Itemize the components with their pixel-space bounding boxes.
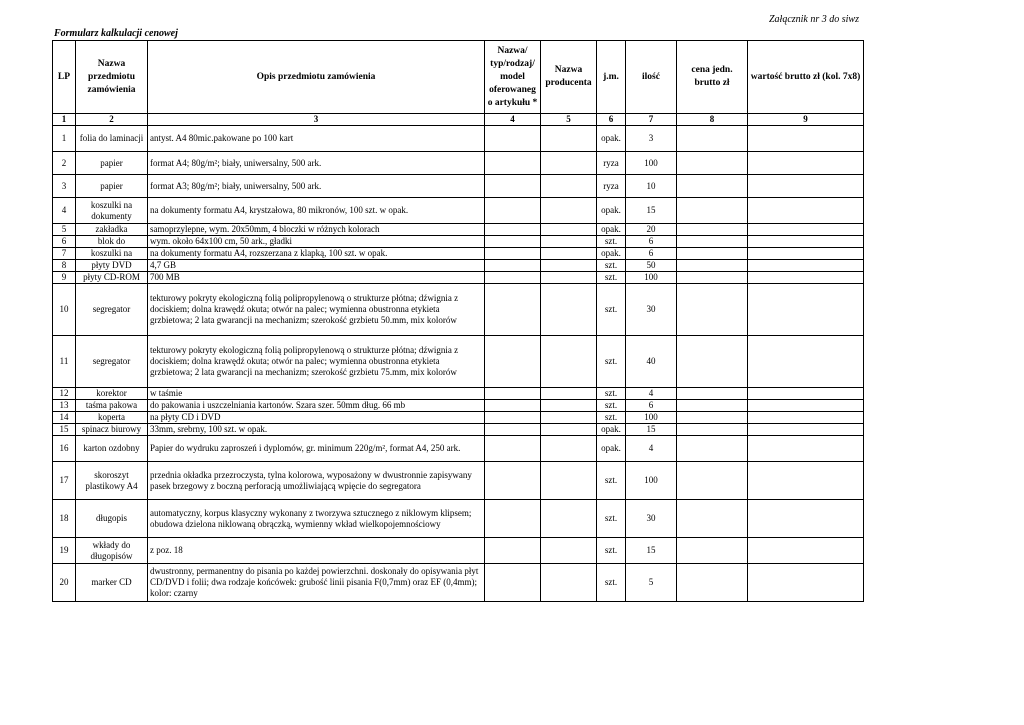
- cell-total-value: [748, 500, 864, 538]
- cell-unit-price: [677, 462, 748, 500]
- cell-description: antyst. A4 80mic.pakowane po 100 kart: [148, 126, 485, 152]
- cell-producer: [541, 424, 597, 436]
- cell-lp: 1: [53, 126, 76, 152]
- cell-model: [485, 198, 541, 224]
- cell-item-name: płyty CD-ROM: [76, 272, 148, 284]
- cell-unit: szt.: [597, 500, 626, 538]
- column-number: 9: [748, 114, 864, 126]
- table-row: [53, 538, 864, 564]
- table-row: [53, 152, 864, 175]
- cell-model: [485, 175, 541, 198]
- table-row: [53, 126, 864, 152]
- cell-producer: [541, 224, 597, 236]
- table-row: [53, 412, 864, 424]
- cell-total-value: [748, 462, 864, 500]
- table-row: [53, 400, 864, 412]
- cell-producer: [541, 284, 597, 336]
- cell-producer: [541, 152, 597, 175]
- cell-item-name: segregator: [76, 284, 148, 336]
- cell-total-value: [748, 400, 864, 412]
- cell-item-name: korektor: [76, 388, 148, 400]
- cell-producer: [541, 126, 597, 152]
- cell-total-value: [748, 198, 864, 224]
- cell-total-value: [748, 424, 864, 436]
- cell-model: [485, 152, 541, 175]
- cell-quantity: 15: [626, 424, 677, 436]
- column-number-row: [53, 114, 864, 126]
- cell-description: z poz. 18: [148, 538, 485, 564]
- cell-total-value: [748, 336, 864, 388]
- cell-model: [485, 412, 541, 424]
- column-header: wartość brutto zł (kol. 7x8): [748, 41, 864, 114]
- column-number: 4: [485, 114, 541, 126]
- cell-unit-price: [677, 248, 748, 260]
- cell-description: samoprzylepne, wym. 20x50mm, 4 bloczki w różnych kolorach: [148, 224, 485, 236]
- cell-item-name: skoroszyt plastikowy A4: [76, 462, 148, 500]
- cell-lp: 4: [53, 198, 76, 224]
- cell-unit: szt.: [597, 336, 626, 388]
- cell-unit-price: [677, 424, 748, 436]
- cell-unit: szt.: [597, 260, 626, 272]
- cell-lp: 6: [53, 236, 76, 248]
- cell-item-name: taśma pakowa: [76, 400, 148, 412]
- cell-quantity: 4: [626, 388, 677, 400]
- cell-unit: szt.: [597, 400, 626, 412]
- cell-unit: ryza: [597, 152, 626, 175]
- column-number: 1: [53, 114, 76, 126]
- cell-total-value: [748, 175, 864, 198]
- cell-quantity: 5: [626, 564, 677, 602]
- cell-description: w taśmie: [148, 388, 485, 400]
- column-header: Nazwa/ typ/rodzaj/ model oferowaneg o artykułu *: [485, 41, 541, 114]
- cell-item-name: koszulki na dokumenty: [76, 198, 148, 224]
- cell-quantity: 100: [626, 152, 677, 175]
- cell-unit-price: [677, 564, 748, 602]
- cell-model: [485, 224, 541, 236]
- price-calculation-table: [52, 40, 864, 602]
- cell-quantity: 6: [626, 248, 677, 260]
- cell-description: automatyczny, korpus klasyczny wykonany z tworzywa sztucznego z niklowym klipsem; obudowa dzielona niklowaną obrączką, wymienny wkład wielkopojemnościowy: [148, 500, 485, 538]
- cell-model: [485, 462, 541, 500]
- cell-quantity: 50: [626, 260, 677, 272]
- cell-item-name: wkłady do długopisów: [76, 538, 148, 564]
- table-row: [53, 500, 864, 538]
- cell-total-value: [748, 564, 864, 602]
- cell-producer: [541, 236, 597, 248]
- cell-unit-price: [677, 284, 748, 336]
- cell-lp: 14: [53, 412, 76, 424]
- column-number: 6: [597, 114, 626, 126]
- cell-unit-price: [677, 236, 748, 248]
- cell-quantity: 30: [626, 284, 677, 336]
- cell-lp: 9: [53, 272, 76, 284]
- cell-unit: szt.: [597, 284, 626, 336]
- cell-description: dwustronny, permanentny do pisania po każdej powierzchni. doskonały do opisywania płyt CD/DVD i folii; dwa rodzaje końcówek: grubość linii pisania F(0,7mm) oraz EF (0,4mm); kolor: czarny: [148, 564, 485, 602]
- column-number: 7: [626, 114, 677, 126]
- column-header: Nazwa przedmiotu zamówienia: [76, 41, 148, 114]
- cell-lp: 17: [53, 462, 76, 500]
- cell-description: wym. około 64x100 cm, 50 ark., gładki: [148, 236, 485, 248]
- cell-description: tekturowy pokryty ekologiczną folią polipropylenową o strukturze płótna; dźwignia z dociskiem; dolna krawędź okuta; otwór na palec; wymienna obustronna etykieta grzbietowa; 2 lata gwarancji na mechanizm; szerokość grzbietu 50.mm, mix kolorów: [148, 284, 485, 336]
- cell-description: na płyty CD i DVD: [148, 412, 485, 424]
- cell-model: [485, 126, 541, 152]
- cell-lp: 3: [53, 175, 76, 198]
- table-row: [53, 198, 864, 224]
- cell-lp: 20: [53, 564, 76, 602]
- cell-item-name: zakładka: [76, 224, 148, 236]
- cell-unit-price: [677, 400, 748, 412]
- cell-quantity: 15: [626, 198, 677, 224]
- cell-unit-price: [677, 388, 748, 400]
- cell-item-name: blok do: [76, 236, 148, 248]
- cell-quantity: 4: [626, 436, 677, 462]
- cell-unit: opak.: [597, 126, 626, 152]
- cell-quantity: 100: [626, 272, 677, 284]
- cell-description: 700 MB: [148, 272, 485, 284]
- cell-description: Papier do wydruku zaproszeń i dyplomów, gr. minimum 220g/m², format A4, 250 ark.: [148, 436, 485, 462]
- cell-description: 33mm, srebrny, 100 szt. w opak.: [148, 424, 485, 436]
- cell-quantity: 30: [626, 500, 677, 538]
- table-row: [53, 236, 864, 248]
- cell-lp: 11: [53, 336, 76, 388]
- cell-total-value: [748, 260, 864, 272]
- cell-total-value: [748, 152, 864, 175]
- table-row: [53, 248, 864, 260]
- cell-item-name: segregator: [76, 336, 148, 388]
- table-row: [53, 336, 864, 388]
- cell-item-name: folia do laminacji: [76, 126, 148, 152]
- cell-lp: 18: [53, 500, 76, 538]
- cell-unit-price: [677, 436, 748, 462]
- cell-producer: [541, 564, 597, 602]
- cell-item-name: płyty DVD: [76, 260, 148, 272]
- cell-total-value: [748, 126, 864, 152]
- cell-producer: [541, 462, 597, 500]
- cell-unit-price: [677, 260, 748, 272]
- cell-item-name: długopis: [76, 500, 148, 538]
- cell-unit: szt.: [597, 564, 626, 602]
- cell-item-name: spinacz biurowy: [76, 424, 148, 436]
- cell-producer: [541, 248, 597, 260]
- column-header: Opis przedmiotu zamówienia: [148, 41, 485, 114]
- cell-total-value: [748, 248, 864, 260]
- cell-model: [485, 388, 541, 400]
- cell-unit-price: [677, 224, 748, 236]
- cell-unit-price: [677, 336, 748, 388]
- cell-producer: [541, 388, 597, 400]
- cell-description: 4,7 GB: [148, 260, 485, 272]
- cell-total-value: [748, 412, 864, 424]
- cell-model: [485, 284, 541, 336]
- column-header: cena jedn. brutto zł: [677, 41, 748, 114]
- column-number: 5: [541, 114, 597, 126]
- cell-producer: [541, 198, 597, 224]
- cell-description: na dokumenty formatu A4, rozszerzana z klapką, 100 szt. w opak.: [148, 248, 485, 260]
- cell-producer: [541, 412, 597, 424]
- cell-quantity: 15: [626, 538, 677, 564]
- column-header: LP: [53, 41, 76, 114]
- cell-unit: szt.: [597, 388, 626, 400]
- column-header: ilość: [626, 41, 677, 114]
- cell-item-name: karton ozdobny: [76, 436, 148, 462]
- table-row: [53, 175, 864, 198]
- cell-unit-price: [677, 175, 748, 198]
- cell-quantity: 100: [626, 462, 677, 500]
- cell-description: format A4; 80g/m²; biały, uniwersalny, 500 ark.: [148, 152, 485, 175]
- cell-model: [485, 500, 541, 538]
- table-row: [53, 388, 864, 400]
- cell-producer: [541, 500, 597, 538]
- table-row: [53, 272, 864, 284]
- table-row: [53, 424, 864, 436]
- cell-unit: szt.: [597, 538, 626, 564]
- cell-item-name: koperta: [76, 412, 148, 424]
- cell-item-name: koszulki na: [76, 248, 148, 260]
- cell-lp: 12: [53, 388, 76, 400]
- cell-quantity: 6: [626, 236, 677, 248]
- column-number: 8: [677, 114, 748, 126]
- cell-unit: opak.: [597, 224, 626, 236]
- cell-unit-price: [677, 152, 748, 175]
- cell-model: [485, 248, 541, 260]
- cell-lp: 2: [53, 152, 76, 175]
- cell-model: [485, 436, 541, 462]
- cell-unit-price: [677, 500, 748, 538]
- cell-model: [485, 336, 541, 388]
- cell-quantity: 40: [626, 336, 677, 388]
- cell-description: na dokumenty formatu A4, krystzałowa, 80 mikronów, 100 szt. w opak.: [148, 198, 485, 224]
- cell-description: tekturowy pokryty ekologiczną folią polipropylenową o strukturze płótna; dźwignia z dociskiem; dolna krawędź okuta; otwór na palec; wymienna obustronna etykieta grzbietowa; 2 lata gwarancji na mechanizm; szerokość grzbietu 75.mm, mix kolorów: [148, 336, 485, 388]
- cell-unit: opak.: [597, 198, 626, 224]
- cell-total-value: [748, 388, 864, 400]
- cell-producer: [541, 272, 597, 284]
- cell-unit: opak.: [597, 436, 626, 462]
- cell-total-value: [748, 284, 864, 336]
- cell-unit: szt.: [597, 412, 626, 424]
- cell-quantity: 6: [626, 400, 677, 412]
- cell-unit-price: [677, 126, 748, 152]
- cell-total-value: [748, 538, 864, 564]
- cell-total-value: [748, 224, 864, 236]
- table-header-row: [53, 41, 864, 114]
- cell-total-value: [748, 436, 864, 462]
- cell-lp: 5: [53, 224, 76, 236]
- cell-unit: ryza: [597, 175, 626, 198]
- cell-model: [485, 272, 541, 284]
- table-row: [53, 260, 864, 272]
- cell-item-name: papier: [76, 152, 148, 175]
- cell-unit-price: [677, 538, 748, 564]
- cell-unit-price: [677, 412, 748, 424]
- table-row: [53, 462, 864, 500]
- table-row: [53, 564, 864, 602]
- cell-total-value: [748, 236, 864, 248]
- column-header: Nazwa producenta: [541, 41, 597, 114]
- column-number: 2: [76, 114, 148, 126]
- cell-total-value: [748, 272, 864, 284]
- cell-unit: szt.: [597, 272, 626, 284]
- cell-description: do pakowania i uszczelniania kartonów. Szara szer. 50mm dług. 66 mb: [148, 400, 485, 412]
- cell-description: format A3; 80g/m²; biały, uniwersalny, 500 ark.: [148, 175, 485, 198]
- form-title: Formularz kalkulacji cenowej: [54, 28, 178, 39]
- cell-lp: 16: [53, 436, 76, 462]
- table-row: [53, 436, 864, 462]
- cell-lp: 15: [53, 424, 76, 436]
- cell-producer: [541, 175, 597, 198]
- cell-unit: opak.: [597, 248, 626, 260]
- cell-model: [485, 400, 541, 412]
- cell-lp: 7: [53, 248, 76, 260]
- cell-producer: [541, 400, 597, 412]
- cell-description: przednia okładka przezroczysta, tylna kolorowa, wyposażony w dwustronnie zapisywany pasek brzegowy z boczną perforacją umożliwiającą wpięcie do segregatora: [148, 462, 485, 500]
- cell-producer: [541, 260, 597, 272]
- column-number: 3: [148, 114, 485, 126]
- cell-quantity: 10: [626, 175, 677, 198]
- cell-unit-price: [677, 272, 748, 284]
- cell-model: [485, 564, 541, 602]
- cell-item-name: marker CD: [76, 564, 148, 602]
- cell-lp: 13: [53, 400, 76, 412]
- cell-lp: 19: [53, 538, 76, 564]
- table-row: [53, 224, 864, 236]
- cell-unit: szt.: [597, 236, 626, 248]
- cell-unit: opak.: [597, 424, 626, 436]
- column-header: j.m.: [597, 41, 626, 114]
- cell-quantity: 100: [626, 412, 677, 424]
- cell-producer: [541, 538, 597, 564]
- cell-quantity: 3: [626, 126, 677, 152]
- cell-lp: 10: [53, 284, 76, 336]
- cell-producer: [541, 336, 597, 388]
- attachment-label: Załącznik nr 3 do siwz: [768, 14, 859, 25]
- table-row: [53, 284, 864, 336]
- cell-model: [485, 236, 541, 248]
- cell-unit: szt.: [597, 462, 626, 500]
- cell-unit-price: [677, 198, 748, 224]
- cell-model: [485, 538, 541, 564]
- cell-model: [485, 260, 541, 272]
- cell-producer: [541, 436, 597, 462]
- cell-item-name: papier: [76, 175, 148, 198]
- cell-lp: 8: [53, 260, 76, 272]
- cell-quantity: 20: [626, 224, 677, 236]
- cell-model: [485, 424, 541, 436]
